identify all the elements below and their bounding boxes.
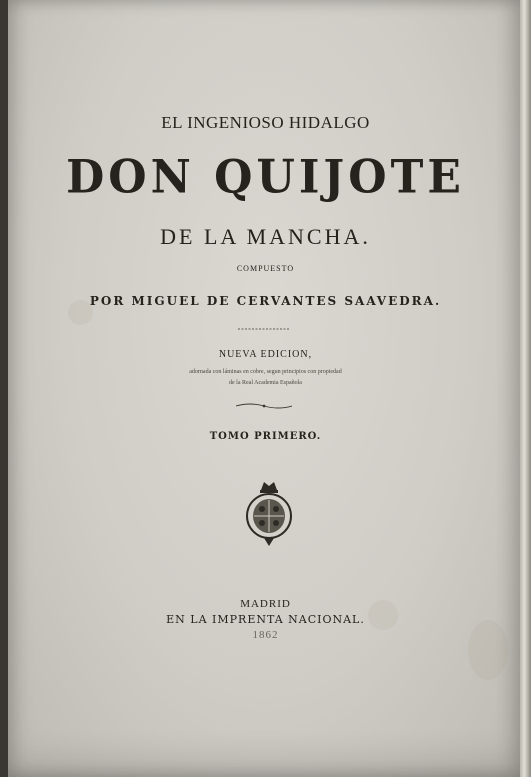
subtitle-top: EL INGENIOSO HIDALGO [161,113,370,132]
year: 1862 [252,629,279,641]
author-line: POR MIGUEL DE CERVANTES SAAVEDRA. [89,294,442,308]
publisher: EN LA IMPRENTA NACIONAL. [166,613,365,626]
city: MADRID [240,598,291,610]
book-subtitle: DE LA MANCHA. [160,224,371,249]
edition-note-1: adornada con láminas en cobre, segun principios con propiedad [189,369,342,375]
page-edge [520,0,531,777]
royal-coat-of-arms-icon [244,478,294,548]
edition-note-2: de la Real Academia Española [229,380,302,386]
volume-label: TOMO PRIMERO. [209,431,322,442]
edition-line: NUEVA EDICION, [218,349,313,360]
ornament-rule [236,402,292,410]
compuesto-label: COMPUESTO [236,264,295,273]
book-title: DON QUIJOTE [66,150,465,205]
title-page [8,0,523,777]
divider-rule [238,326,290,332]
